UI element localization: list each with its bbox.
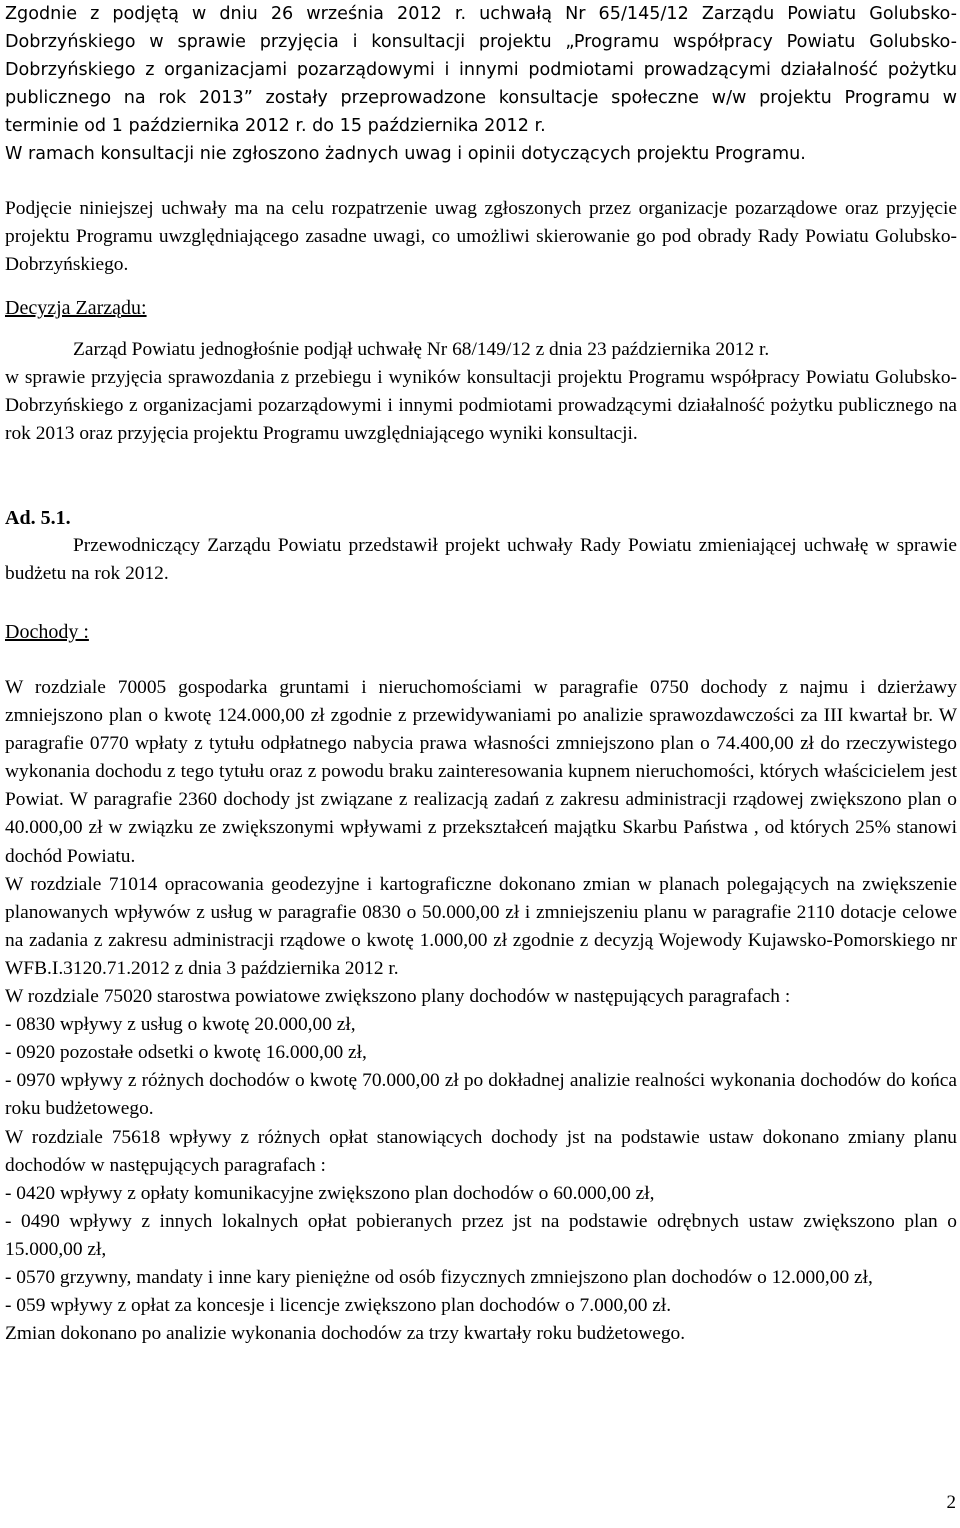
list-item: - 0570 grzywny, mandaty i inne kary pieniężne od osób fizycznych zmniejszono plan dochodów o 12.000,00 zł, [5, 1266, 873, 1288]
dochody-paragraph-71014: W rozdziale 71014 opracowania geodezyjne i kartograficzne dokonano zmian w planach polegających na zwiększenie planowanych wpływów z usług w paragrafie 0830 o 50.000,00 zł i zmniejszeniu planu w paragrafie 2110 dotacje celowe na zadania z zakresu administracji rządowe o kwotę 1.000,00 zł zgodnie z decyzją Wojewody Kujawsko-Pomorskiego nr WFB.I.3120.71.2012 z dnia 3 października 2012 r. [5, 873, 957, 979]
list-item: - 0970 wpływy z różnych dochodów o kwotę 70.000,00 zł po dokładnej analizie realności wykonania dochodów do końca roku budżetowego. [5, 1070, 957, 1120]
list-item: - 0830 wpływy z usług o kwotę 20.000,00 zł, [5, 1014, 356, 1036]
dochody-heading: Dochody : [5, 621, 89, 643]
dochody-paragraph-75618: W rozdziale 75618 wpływy z różnych opłat stanowiących dochody jst na podstawie ustaw dokonano zmiany planu dochodów w następujących paragrafach : [5, 1126, 957, 1176]
dochody-body [5, 674, 957, 1348]
list-item: - 0420 wpływy z opłaty komunikacyjne zwiększono plan dochodów o 60.000,00 zł, [5, 1182, 655, 1204]
list-item: - 0490 wpływy z innych lokalnych opłat pobieranych przez jst na podstawie odrębnych ustaw zwiększono plan o 15.000,00 zł, [5, 1210, 957, 1260]
intro-paragraph-1: Zgodnie z podjętą w dniu 26 września 2012 r. uchwałą Nr 65/145/12 Zarządu Powiatu Golubsko-Dobrzyńskiego w sprawie przyjęcia i konsultacji projektu „Programu współpracy Powiatu Golubsko-Dobrzyńskiego z organizacjami pozarządowymi i innymi podmiotami prowadzącymi działalność pożytku publicznego na rok 2013” zostały przeprowadzone konsultacje społeczne w/w projektu Programu w terminie od 1 października 2012 r. do 15 października 2012 r. [5, 4, 957, 137]
intro-paragraph-3: Podjęcie niniejszej uchwały ma na celu rozpatrzenie uwag zgłoszonych przez organizacje pozarządowe oraz przyjęcie projektu Programu uwzględniającego zasadne uwagi, co umożliwi skierowanie go pod obrady Rady Powiatu Golubsko-Dobrzyńskiego. [5, 198, 957, 276]
ad-5-1-heading: Ad. 5.1. [5, 507, 71, 529]
dochody-closing-paragraph: Zmian dokonano po analizie wykonania dochodów za trzy kwartały roku budżetowego. [5, 1323, 686, 1345]
decision-line-1: Zarząd Powiatu jednogłośnie podjął uchwałę Nr 68/149/12 z dnia 23 października 2012 r. [73, 339, 770, 360]
list-item: - 0920 pozostałe odsetki o kwotę 16.000,00 zł, [5, 1042, 367, 1064]
intro-paragraph-2: W ramach konsultacji nie zgłoszono żadnych uwag i opinii dotyczących projektu Programu. [5, 144, 806, 165]
ad-5-1-text: Przewodniczący Zarządu Powiatu przedstawił projekt uchwały Rady Powiatu zmieniającej uchwałę w sprawie budżetu na rok 2012. [5, 535, 957, 585]
dochody-paragraph-70005: W rozdziale 70005 gospodarka gruntami i nieruchomościami w paragrafie 0750 dochody z najmu i dzierżawy zmniejszono plan o kwotę 124.000,00 zł zgodnie z przewidywaniami po analizie sprawozdawczości za III kwartał br. W paragrafie 0770 wpłaty z tytułu odpłatnego nabycia prawa własności zmniejszono plan o 74.400,00 zł do rzeczywistego wykonania dochodu z tego tytułu oraz z powodu braku zainteresowania kupnem nieruchomości, których właścicielem jest Powiat. W paragrafie 2360 dochody jst związane z realizacją zadań z zakresu administracji rządowej zwiększono plan o 40.000,00 zł w związku ze zwiększonymi wpływami z przekształceń majątku Skarbu Państwa , od których 25% stanowi dochód Powiatu. [5, 677, 957, 867]
intro-section [5, 0, 957, 169]
dochody-paragraph-75020: W rozdziale 75020 starostwa powiatowe zwiększono plany dochodów w następujących paragrafach : [5, 986, 791, 1008]
page-number: 2 [946, 1492, 956, 1513]
decision-line-2: w sprawie przyjęcia sprawozdania z przebiegu i wyników konsultacji projektu Programu współpracy Powiatu Golubsko-Dobrzyńskiego z organizacjami pozarządowymi i innymi podmiotami prowadzącymi działalność pożytku publicznego na rok 2013 oraz przyjęcia projektu Programu uwzględniającego wyniki konsultacji. [5, 367, 957, 445]
list-item: - 059 wpływy z opłat za koncesje i licencje zwiększono plan dochodów o 7.000,00 zł. [5, 1295, 672, 1317]
decision-heading: Decyzja Zarządu: [5, 297, 147, 319]
